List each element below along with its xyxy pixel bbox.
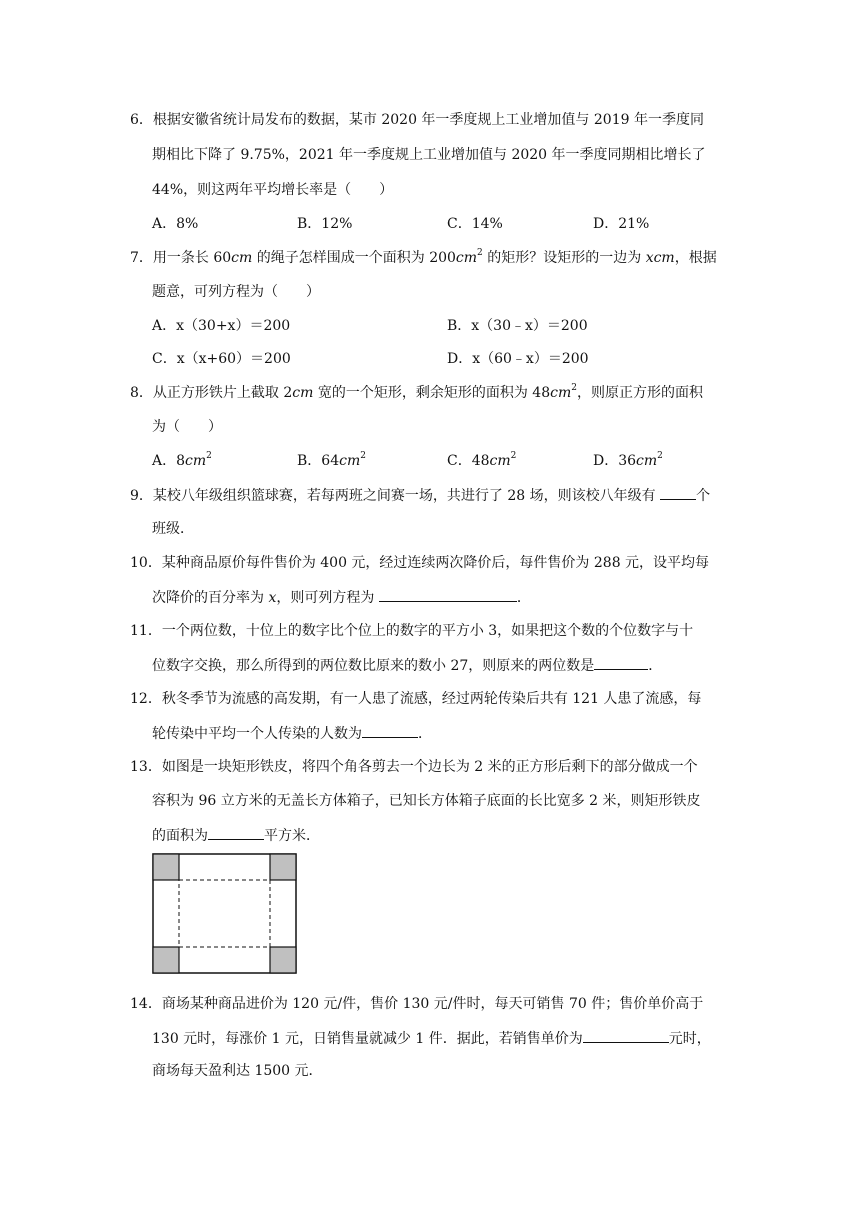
q7-text-c: 的绳子怎样围成一个面积为 200 [252,250,456,266]
q6-line-1: 6．根据安徽省统计局发布的数据，某市 2020 年一季度规上工业增加值与 2019 年一季度同 [130,112,704,128]
q9-text: 9．某校八年级组织篮球赛，若每两班之间赛一场，共进行了 28 场，则该校八年级有 [130,488,661,504]
corner-square-top-left [153,854,179,880]
corner-square-bottom-right [270,947,296,973]
q8-option-d-unit: cm [636,453,658,469]
q13-text: 的面积为 [152,828,208,844]
q6-option-c: C．14% [447,216,503,232]
q12-text: 轮传染中平均一个人传染的人数为 [152,726,362,742]
q7-text-f: 的矩形？设矩形的一边为 [482,250,646,266]
q8-option-b [297,451,366,471]
iron-sheet-figure [152,853,298,975]
q10-answer-blank[interactable] [379,587,517,602]
q11-line-1: 11．一个两位数，十位上的数字比个位上的数字的平方小 3，如果把这个数的个位数字与十 [130,623,694,639]
q10-text-end: ． [516,590,531,606]
q8-option-a-sup: 2 [206,451,212,462]
q13-text-end: 平方米． [264,828,320,844]
q14-text: 130 元时，每涨价 1 元，日销售量就减少 1 件．据此，若销售单价为 [152,1031,583,1047]
q13-line-3 [152,825,320,846]
q8-option-b-unit: cm [339,453,361,469]
q7-option-b: B．x（30﹣x）＝200 [447,318,588,334]
q8-text-a: 8．从正方形铁片上截取 2 [130,385,293,401]
q8-option-d [593,451,663,471]
q6-line-2: 期相比下降了 9.75%，2021 年一季度规上工业增加值与 2020 年一季度同期相比增长了 [152,147,706,163]
q8-line-2: 为（ ） [152,419,222,435]
q14-answer-blank[interactable] [583,1028,669,1043]
q8-option-d-sup: 2 [657,451,663,462]
q8-option-a-value: A．8 [152,453,186,469]
q10-text-a: 次降价的百分率为 [152,590,269,606]
q12-line-2 [152,723,432,744]
q8-text-f: ，则原正方形的面积 [576,385,703,401]
q8-option-c-unit: cm [489,453,511,469]
q7-line-1 [130,248,717,268]
q8-sup: 2 [571,383,577,394]
q7-unit-cm: cm [231,250,253,266]
q13-answer-blank[interactable] [208,825,264,840]
q8-option-b-sup: 2 [360,451,366,462]
q10-line-1: 10．某种商品原价每件售价为 400 元，经过连续两次降价后，每件售价为 288 元，设平均每 [130,555,710,571]
q10-text-b: ，则可列方程为 [276,590,379,606]
corner-square-top-right [270,854,296,880]
q9-line-2: 班级． [152,521,194,537]
q12-line-1: 12．秋冬季节为流感的高发期，有一人患了流感，经过两轮传染后共有 121 人患了流感，每 [130,691,702,707]
q8-option-b-value: B．64 [297,453,340,469]
q8-option-c-sup: 2 [510,451,517,462]
q8-line-1 [130,383,703,403]
q7-var: xcm [645,250,675,266]
q7-option-a: A．x（30+x）＝200 [152,318,291,334]
q13-line-1: 13．如图是一块矩形铁皮，将四个角各剪去一个边长为 2 米的正方形后剩下的部分做成一个 [130,759,698,775]
q10-line-2 [152,587,531,608]
q7-option-c: C．x（x+60）＝200 [152,351,291,367]
q10-var: x [268,590,277,606]
q11-text: 位数字交换，那么所得到的两位数比原来的数小 27，则原来的两位数是 [152,658,595,674]
q6-option-d: D．21% [593,216,650,232]
q8-text-c: 宽的一个矩形，剩余矩形的面积为 48 [313,385,551,401]
q8-option-a [152,451,212,471]
q7-unit-cm2: cm [455,250,478,266]
corner-square-bottom-left [153,947,179,973]
q7-sup: 2 [477,248,483,259]
q8-unit-cm: cm [292,385,314,401]
q8-option-d-value: D．36 [593,453,637,469]
q11-text-end: ． [648,658,663,674]
q9-text-end: 个 [696,488,711,504]
q11-answer-blank[interactable] [594,655,648,670]
q8-option-c-value: C．48 [447,453,490,469]
q11-line-2 [152,655,662,676]
q7-text-a: 7．用一条长 60 [130,250,232,266]
q8-unit-cm2: cm [550,385,572,401]
q7-line-2: 题意，可列方程为（ ） [152,284,320,300]
q12-text-end: ． [418,726,432,742]
q13-line-2: 容积为 96 立方米的无盖长方体箱子，已知长方体箱子底面的长比宽多 2 米，则矩形铁皮 [152,793,701,809]
q8-option-c [447,451,516,471]
q9-line-1 [130,485,710,506]
q6-line-3: 44%，则这两年平均增长率是（ ） [152,182,394,198]
q14-line-2 [152,1028,711,1049]
q6-option-a: A．8% [152,216,199,232]
q8-option-a-unit: cm [185,453,207,469]
q6-option-b: B．12% [297,216,353,232]
q7-text-h: ，根据 [674,250,717,266]
q14-text-end: 元时， [668,1031,711,1047]
q12-answer-blank[interactable] [362,723,418,738]
q14-line-3: 商场每天盈利达 1500 元． [152,1063,323,1079]
q9-answer-blank[interactable] [660,485,696,500]
q7-option-d: D．x（60﹣x）＝200 [447,351,589,367]
q14-line-1: 14．商场某种商品进价为 120 元/件，售价 130 元/件时，每天可销售 70 件；售价单价高于 [130,996,704,1012]
